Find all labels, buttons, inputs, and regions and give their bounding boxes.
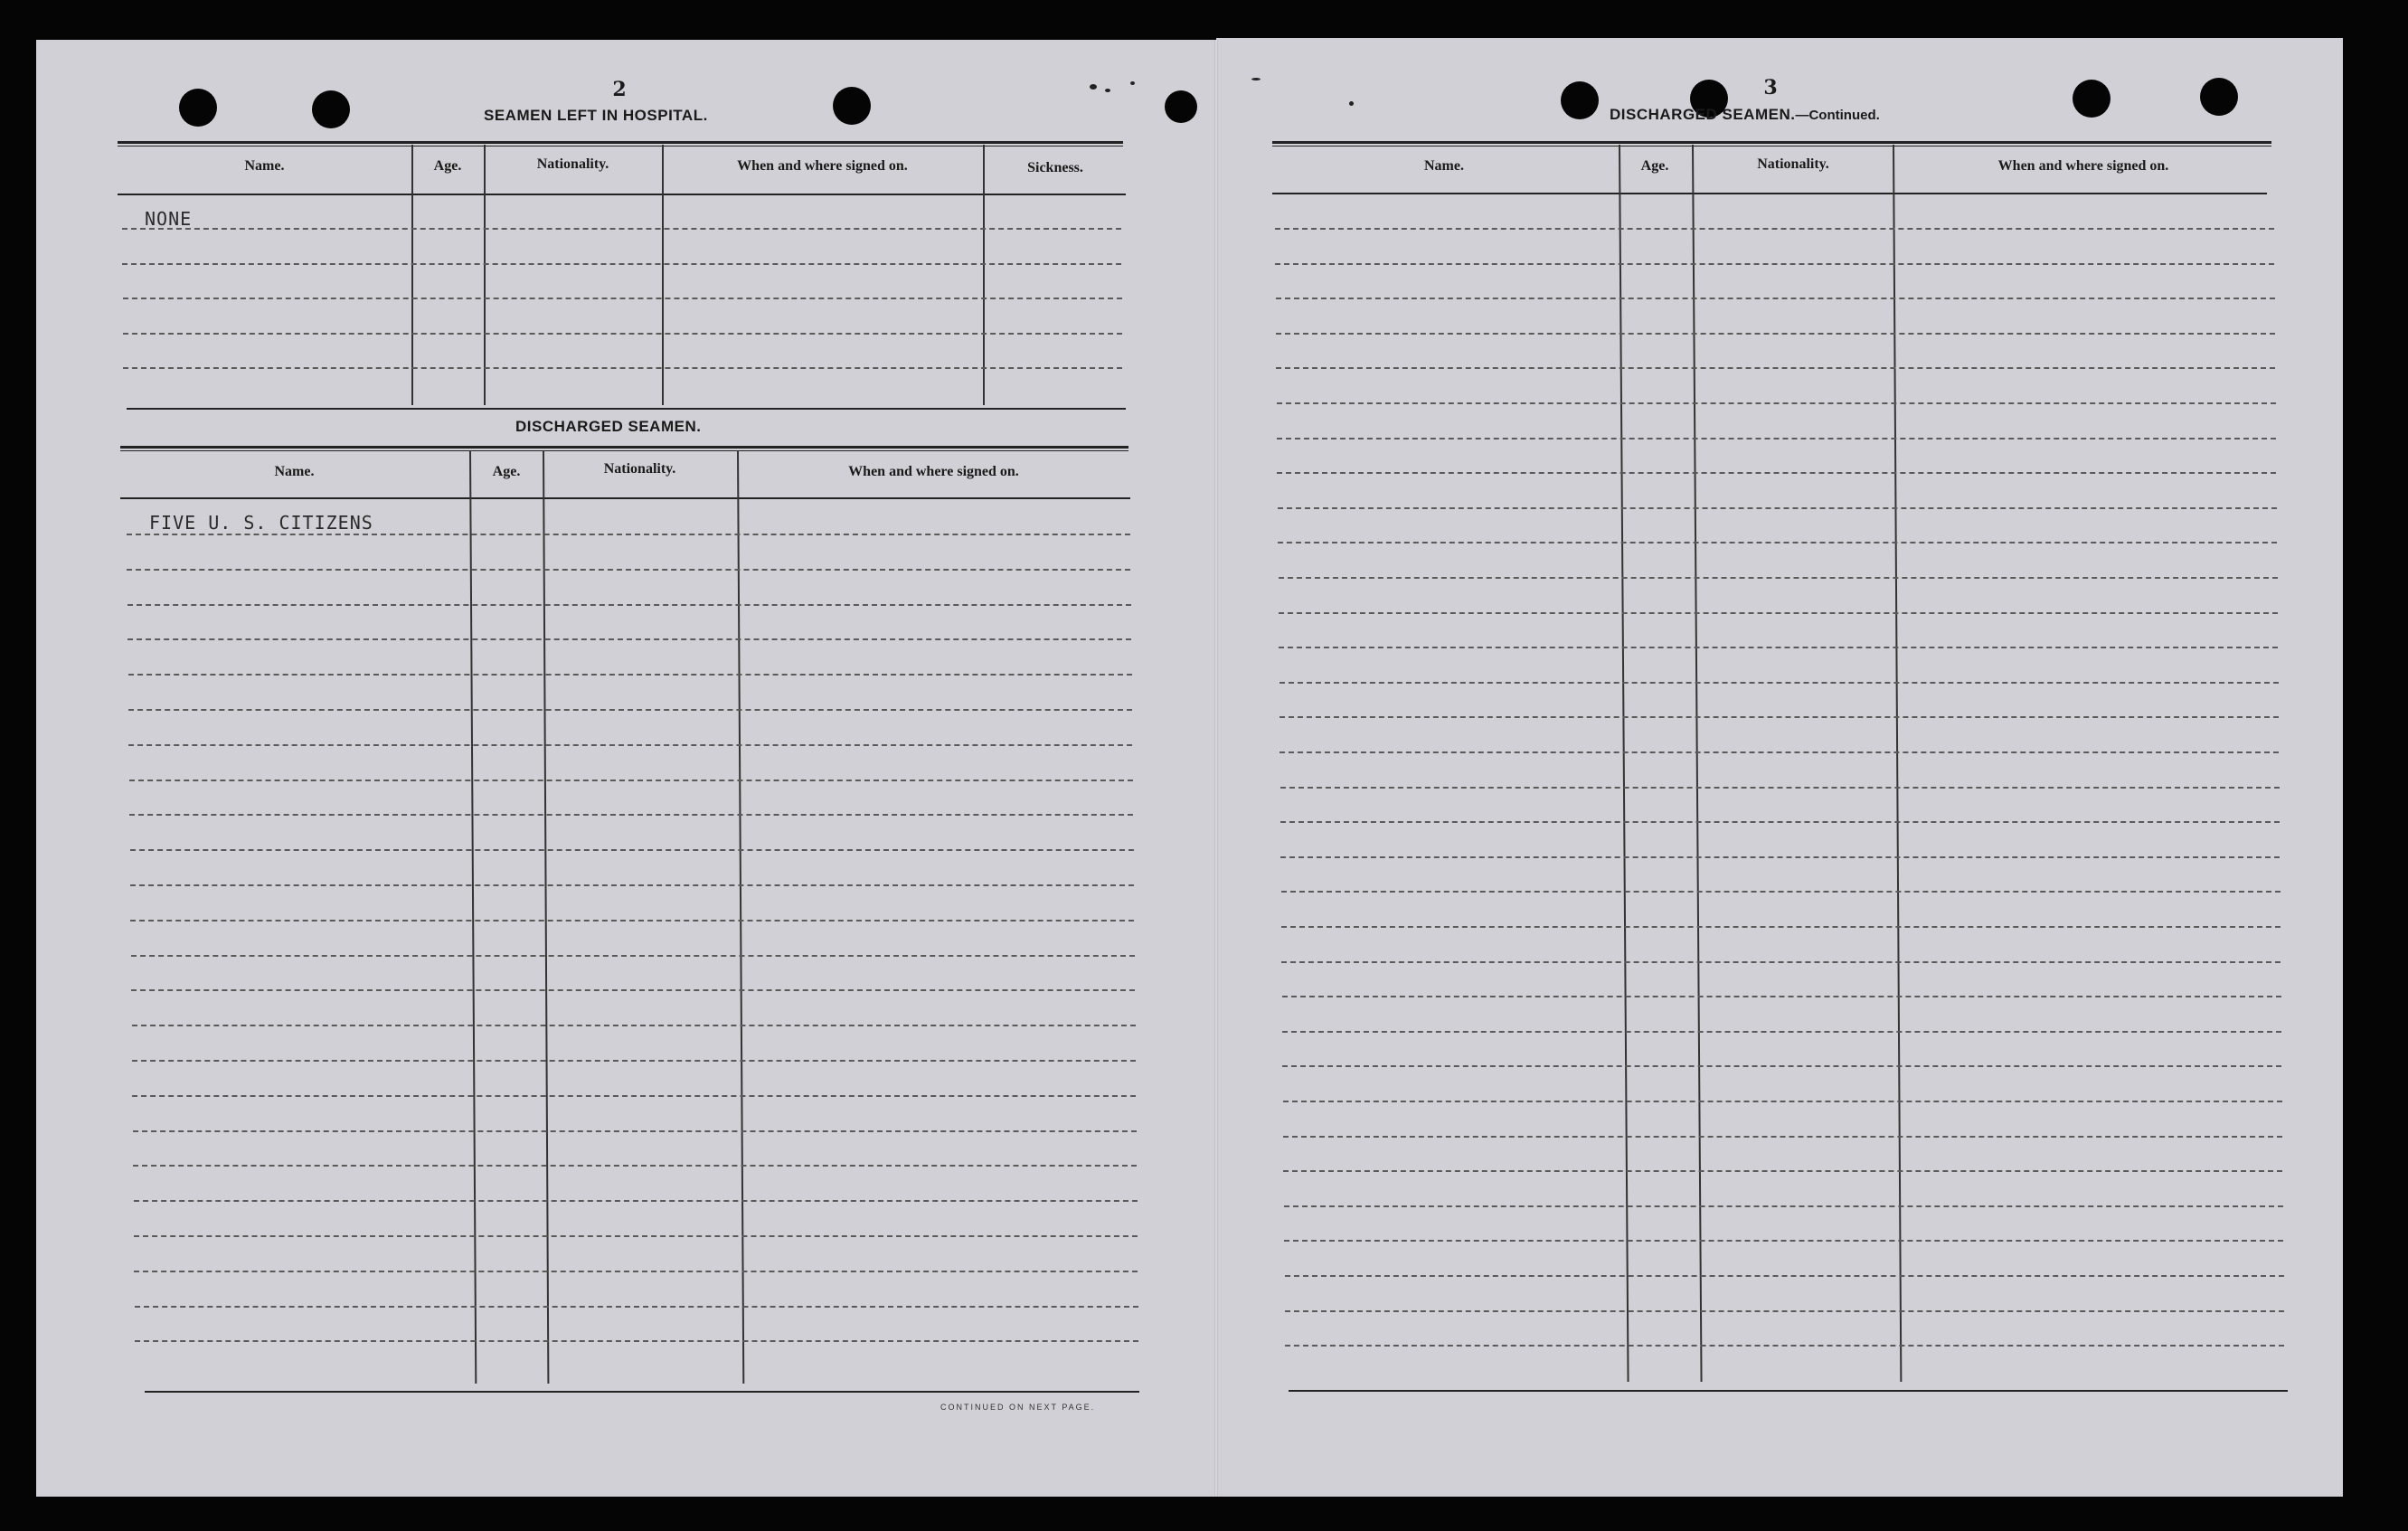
dotted-ruling-line bbox=[1283, 1170, 2282, 1172]
dotted-ruling-line bbox=[127, 604, 1131, 606]
punch-hole bbox=[833, 87, 871, 125]
dotted-ruling-line bbox=[1283, 1136, 2282, 1138]
column-header-nationality: Nationality. bbox=[1757, 156, 1829, 172]
ink-speck bbox=[1349, 101, 1354, 106]
dotted-ruling-line bbox=[129, 814, 1133, 816]
punch-hole bbox=[179, 89, 217, 127]
header-bottom-rule bbox=[1272, 193, 2267, 194]
dotted-ruling-line bbox=[1285, 1345, 2284, 1347]
punch-hole bbox=[2200, 78, 2238, 116]
column-divider bbox=[411, 145, 413, 405]
section-title-discharged: DISCHARGED SEAMEN. bbox=[515, 418, 702, 435]
dotted-ruling-line bbox=[130, 920, 1134, 921]
section-title-hospital: SEAMEN LEFT IN HOSPITAL. bbox=[484, 107, 708, 124]
dotted-ruling-line bbox=[1284, 1205, 2283, 1207]
dotted-ruling-line bbox=[1279, 647, 2278, 648]
header-bottom-rule bbox=[118, 194, 1126, 195]
discharged-entry: FIVE U. S. CITIZENS bbox=[149, 512, 373, 534]
dotted-ruling-line bbox=[127, 534, 1130, 535]
ink-speck bbox=[1105, 89, 1110, 92]
dotted-ruling-line bbox=[1275, 228, 2274, 230]
dotted-ruling-line bbox=[1278, 542, 2277, 543]
column-header-name: Name. bbox=[274, 464, 315, 479]
dotted-ruling-line bbox=[133, 1130, 1137, 1132]
page-bottom-rule bbox=[1289, 1390, 2288, 1392]
dotted-ruling-line bbox=[123, 298, 1122, 299]
dotted-ruling-line bbox=[1280, 716, 2279, 718]
dotted-ruling-line bbox=[131, 955, 1135, 957]
dotted-ruling-line bbox=[134, 1271, 1138, 1272]
left-page bbox=[36, 40, 1216, 1497]
dotted-ruling-line bbox=[1276, 333, 2275, 335]
page-number: 3 bbox=[1763, 76, 1778, 99]
dotted-ruling-line bbox=[123, 367, 1122, 369]
dotted-ruling-line bbox=[122, 263, 1121, 265]
table-top-rule bbox=[1272, 141, 2271, 144]
column-header-signed-on: When and where signed on. bbox=[1997, 158, 2169, 174]
column-divider bbox=[484, 145, 486, 405]
dotted-ruling-line bbox=[1283, 1101, 2282, 1102]
dotted-ruling-line bbox=[1280, 821, 2280, 823]
column-divider bbox=[983, 145, 985, 405]
column-header-name: Name. bbox=[244, 158, 285, 174]
dotted-ruling-line bbox=[127, 638, 1131, 640]
dotted-ruling-line bbox=[128, 709, 1132, 711]
title-main: DISCHARGED SEAMEN. bbox=[1610, 106, 1796, 123]
dotted-ruling-line bbox=[1279, 612, 2278, 614]
dotted-ruling-line bbox=[1280, 751, 2279, 753]
dotted-ruling-line bbox=[1281, 891, 2281, 893]
dotted-ruling-line bbox=[1276, 298, 2275, 299]
table-top-rule bbox=[118, 141, 1123, 144]
dotted-ruling-line bbox=[128, 674, 1132, 676]
dotted-ruling-line bbox=[132, 1025, 1136, 1026]
dotted-ruling-line bbox=[1282, 1065, 2281, 1067]
dotted-ruling-line bbox=[128, 744, 1132, 746]
page-bottom-rule bbox=[145, 1391, 1139, 1393]
punch-hole bbox=[2073, 80, 2111, 118]
column-header-signed-on: When and where signed on. bbox=[848, 464, 1019, 479]
page-number: 2 bbox=[612, 78, 627, 101]
ink-speck bbox=[1130, 81, 1135, 85]
section-title-discharged-continued bbox=[1610, 106, 1880, 124]
dotted-ruling-line bbox=[131, 989, 1135, 991]
ink-speck bbox=[1090, 84, 1097, 90]
dotted-ruling-line bbox=[122, 228, 1121, 230]
column-header-nationality: Nationality. bbox=[536, 156, 609, 172]
dotted-ruling-line bbox=[1280, 682, 2279, 684]
column-header-sickness: Sickness. bbox=[1027, 160, 1083, 175]
dotted-ruling-line bbox=[127, 569, 1130, 571]
column-header-age: Age. bbox=[433, 158, 462, 174]
dotted-ruling-line bbox=[1279, 577, 2278, 579]
column-header-name: Name. bbox=[1424, 158, 1464, 174]
column-header-nationality: Nationality. bbox=[603, 461, 676, 477]
column-header-signed-on: When and where signed on. bbox=[737, 158, 908, 174]
column-header-age: Age. bbox=[1640, 158, 1669, 174]
continued-note: CONTINUED ON NEXT PAGE. bbox=[940, 1403, 1096, 1412]
dotted-ruling-line bbox=[1278, 507, 2277, 509]
dotted-ruling-line bbox=[130, 849, 1134, 851]
dotted-ruling-line bbox=[130, 884, 1134, 886]
dotted-ruling-line bbox=[132, 1095, 1136, 1097]
hospital-entry: NONE bbox=[145, 208, 193, 230]
punch-hole bbox=[312, 90, 350, 128]
dotted-ruling-line bbox=[1285, 1310, 2284, 1312]
dotted-ruling-line bbox=[1276, 367, 2275, 369]
ink-speck bbox=[1251, 78, 1261, 80]
dotted-ruling-line bbox=[1284, 1240, 2283, 1242]
dotted-ruling-line bbox=[1280, 856, 2280, 858]
table-top-rule bbox=[120, 450, 1128, 451]
dotted-ruling-line bbox=[133, 1165, 1137, 1167]
dotted-ruling-line bbox=[1277, 438, 2276, 439]
dotted-ruling-line bbox=[135, 1306, 1138, 1308]
dotted-ruling-line bbox=[1280, 787, 2280, 789]
dotted-ruling-line bbox=[132, 1060, 1136, 1062]
punch-hole bbox=[1165, 90, 1197, 123]
dotted-ruling-line bbox=[1277, 472, 2276, 474]
title-suffix: —Continued. bbox=[1795, 108, 1880, 123]
dotted-ruling-line bbox=[1277, 402, 2276, 404]
dotted-ruling-line bbox=[1275, 263, 2274, 265]
header-bottom-rule bbox=[120, 497, 1130, 499]
section-bottom-rule bbox=[127, 408, 1126, 410]
dotted-ruling-line bbox=[1281, 926, 2281, 928]
dotted-ruling-line bbox=[1285, 1275, 2284, 1277]
dotted-ruling-line bbox=[135, 1340, 1138, 1342]
dotted-ruling-line bbox=[1282, 1031, 2281, 1033]
punch-hole bbox=[1561, 81, 1599, 119]
dotted-ruling-line bbox=[1282, 996, 2281, 997]
page-fold bbox=[1214, 40, 1218, 1497]
table-top-rule bbox=[120, 446, 1128, 449]
dotted-ruling-line bbox=[123, 333, 1122, 335]
column-divider bbox=[662, 145, 664, 405]
dotted-ruling-line bbox=[1281, 961, 2281, 963]
column-header-age: Age. bbox=[492, 464, 521, 479]
dotted-ruling-line bbox=[129, 780, 1133, 781]
right-page bbox=[1216, 38, 2343, 1497]
dotted-ruling-line bbox=[134, 1235, 1138, 1237]
dotted-ruling-line bbox=[134, 1200, 1138, 1202]
